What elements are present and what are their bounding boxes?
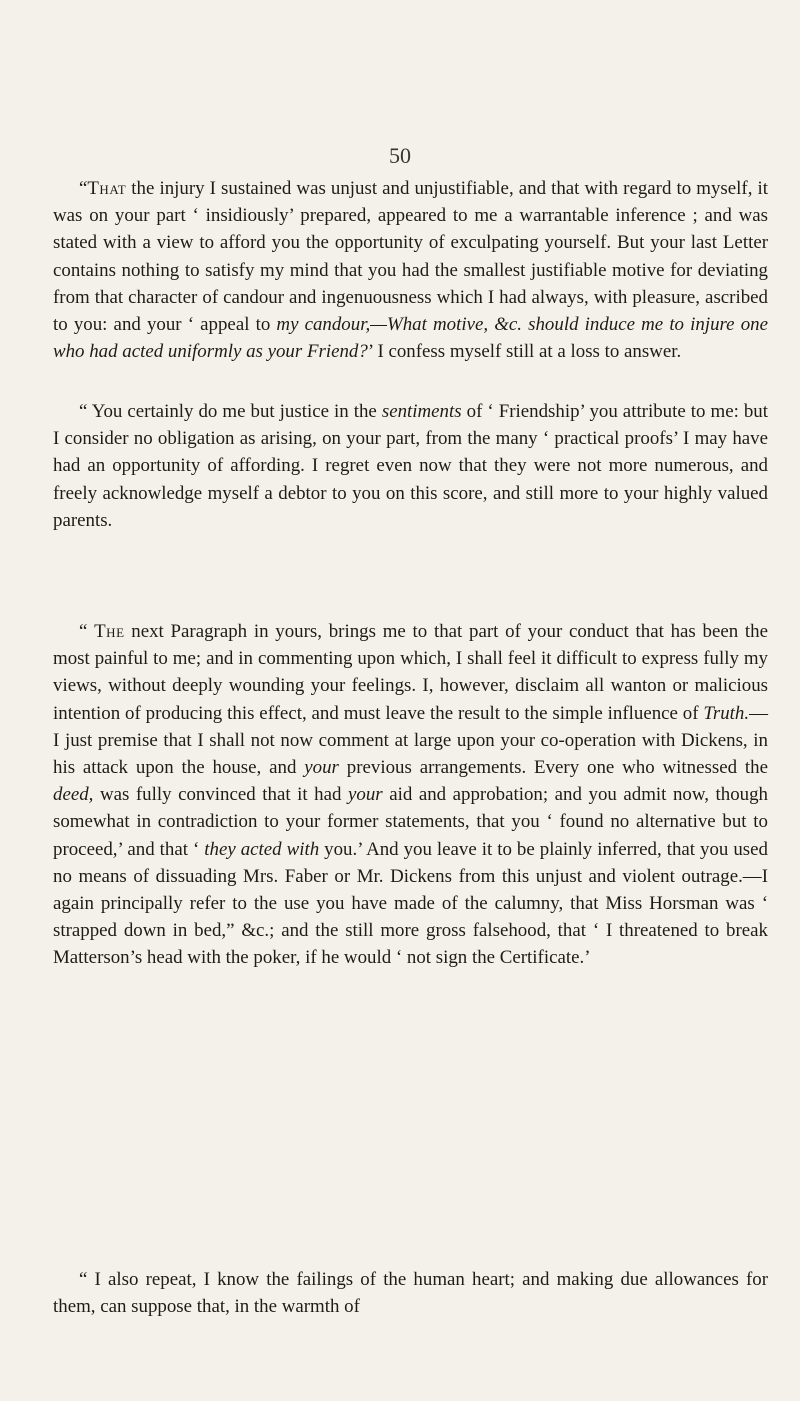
italic-text: sentiments: [381, 401, 462, 422]
text-run: —I just premise that I shall not now comment at large upon your co-operation with Dickens, in his attack upon the house, and: [53, 702, 768, 779]
paragraph-text: [53, 175, 768, 365]
text-run: “ You certainly do me but justice in the: [79, 401, 382, 422]
text-run: of ‘ Friendship’ you attribute to me: but I consider no obligation as arising, on your part, from the many ‘ practical proofs’ I may have had an opportunity of affording. I regret even now that they were not more numerous, and freely acknowledge myself a debtor to you on this score, and still more to your highly valued parents.: [53, 401, 768, 531]
italic-text: my candour,—What motive, &c. should induce me to injure one who had acted uniformly as your Friend?: [53, 314, 768, 363]
italic-text: your: [348, 784, 383, 806]
text-run: “: [79, 178, 88, 199]
italic-text: deed,: [53, 784, 94, 806]
text-run: was fully convinced that it had: [93, 784, 349, 806]
italic-text: your: [304, 757, 339, 779]
text-run: next Paragraph in yours, brings me to that part of your conduct that has been the most painful to me; and in commenting upon which, I shall feel it difficult to express fully my views, without deeply wounding your feelings. I, however, disclaim all wanton or malicious intention of producing this effect, and must leave the result to the simple influence of: [53, 621, 768, 724]
lead-word: That: [87, 178, 127, 199]
paragraph-text: [53, 1266, 768, 1320]
text-run: aid and approbation; and you admit now, though somewhat in contradiction to your former statements, that you ‘ found no alternative but to proceed,’ and that ‘: [53, 784, 769, 860]
paragraph-2: [53, 398, 768, 534]
page-number: 50: [389, 143, 411, 168]
text-run: previous arrangements. Every one who witnessed the: [338, 757, 768, 779]
paragraph-text: [53, 618, 768, 972]
text-run: ’ I confess myself still at a loss to answer.: [367, 341, 682, 363]
paragraph-4: [53, 1266, 768, 1320]
text-run: “ I also repeat, I know the failings of the human heart; and making due allowances for them, can suppose that, in the warmth of: [53, 1269, 768, 1318]
paragraph-1: [53, 175, 768, 365]
paragraph-3: [53, 618, 768, 972]
text-run: you.’ And you leave it to be plainly inferred, that you used no means of dissuading Mrs. Faber or Mr. Dickens from this unjust and violent outrage.—I again principally refer to the use you have made of the calumny, that Miss Horsman was ‘ strapped down in bed,” &c.; and the still more gross falsehood, that ‘ I threatened to break Matterson’s head with the poker, if he would ‘ not sign the Certificate.’: [53, 838, 768, 969]
text-run: “: [79, 621, 95, 642]
italic-text: they acted with: [204, 838, 320, 860]
text-run: the injury I sustained was unjust and unjustifiable, and that with regard to myself, it was on your part ‘ insidiously’ prepared, appeared to me a warrantable inference ; and was stated with a view to afford you the opportunity of exculpating yourself. But your last Letter contains nothing to satisfy my mind that you had the smallest justifiable motive for deviating from that character of candour and ingenuousness which I had always, with pleasure, ascribed to you: and your ‘ appeal to: [53, 178, 768, 336]
lead-word: The: [94, 621, 125, 642]
paragraph-text: [53, 398, 768, 534]
italic-text: Truth.: [703, 702, 750, 724]
